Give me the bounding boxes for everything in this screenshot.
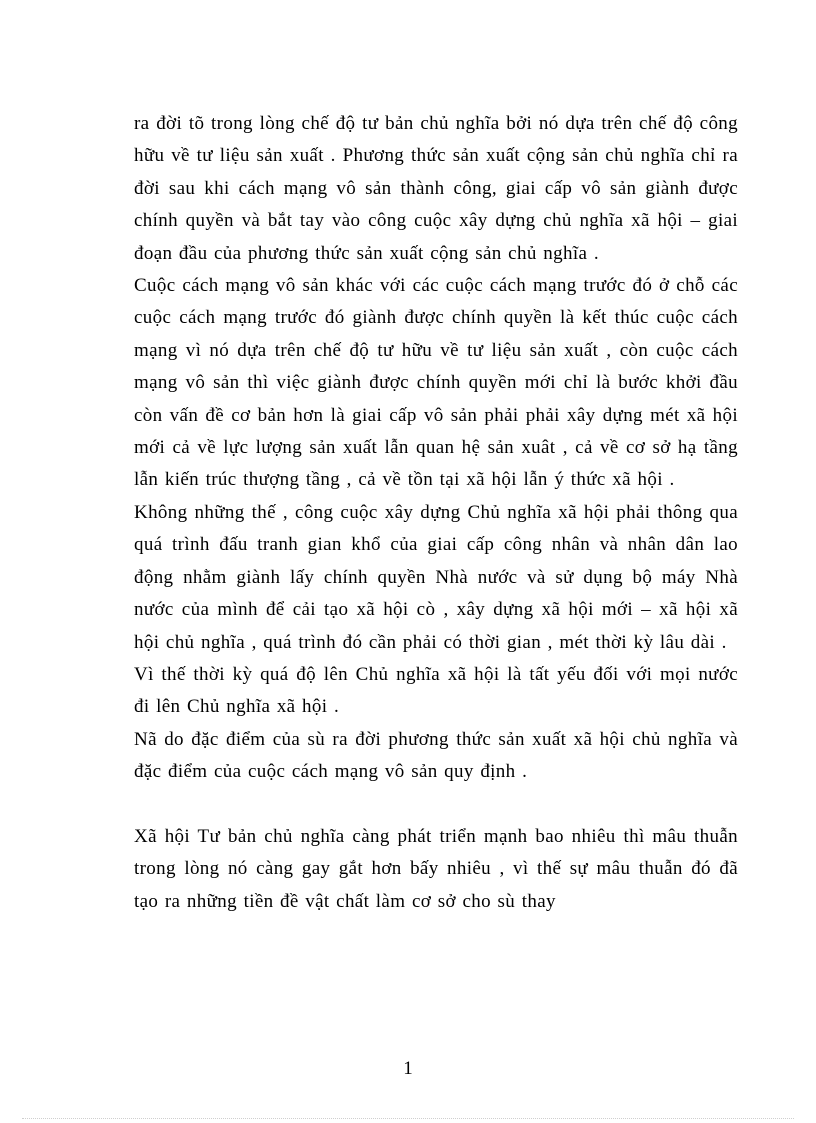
body-text	[134, 108, 738, 918]
paragraph: Cuộc cách mạng vô sản khác với các cuộc cách mạng trước đó ở chỗ các cuộc cách mạng trước đó giành được chính quyền là kết thúc cuộc cách mạng vì nó dựa trên chế độ tư hữu về tư liệu sản xuất , còn cuộc cách mạng vô sản thì việc giành được chính quyền mới chỉ là bước khởi đầu còn vấn đề cơ bản hơn là giai cấp vô sản phải phải xây dựng mét xã hội mới cả về lực lượng sản xuất lẫn quan hệ sản xuât , cả về cơ sở hạ tầng lẫn kiến trúc thượng tầng , cả về tồn tại xã hội lẫn ý thức xã hội .	[134, 275, 738, 491]
paragraph: ra đời tõ trong lòng chế độ tư bản chủ nghĩa bởi nó dựa trên chế độ công hữu về tư liệu sản xuất . Phương thức sản xuất cộng sản chủ nghĩa chỉ ra đời sau khi cách mạng vô sản thành công, giai cấp vô sản giành được chính quyền và bắt tay vào công cuộc xây dựng chủ nghĩa xã hội – giai đoạn đầu của phương thức sản xuất cộng sản chủ nghĩa .	[134, 113, 738, 264]
paragraph: Vì thế thời kỳ quá độ lên Chủ nghĩa xã hội là tất yếu đối với mọi nước đi lên Chủ nghĩa xã hội .	[134, 663, 738, 718]
paragraph-gap	[134, 789, 738, 821]
paragraph: Xã hội Tư bản chủ nghĩa càng phát triển mạnh bao nhiêu thì mâu thuẫn trong lòng nó càng gay gắt hơn bấy nhiêu , vì thế sự mâu thuẫn đó đã tạo ra những tiền đề vật chất làm cơ sở cho sù thay	[134, 825, 738, 912]
paragraph: Nã do đặc điểm của sù ra đời phương thức sản xuất xã hội chủ nghĩa và đặc điểm của cuộc cách mạng vô sản quy định .	[134, 728, 738, 783]
page-bottom-border	[22, 1118, 794, 1119]
page-number: 1	[403, 1058, 413, 1079]
paragraph: Không những thế , công cuộc xây dựng Chủ nghĩa xã hội phải thông qua quá trình đấu tranh gian khổ của giai cấp công nhân và nhân dân lao động nhằm giành lấy chính quyền Nhà nước và sử dụng bộ máy Nhà nước của mình để cải tạo xã hội cò , xây dựng xã hội mới – xã hội xã hội chủ nghĩa , quá trình đó cần phải có thời gian , mét thời kỳ lâu dài .	[134, 501, 738, 653]
